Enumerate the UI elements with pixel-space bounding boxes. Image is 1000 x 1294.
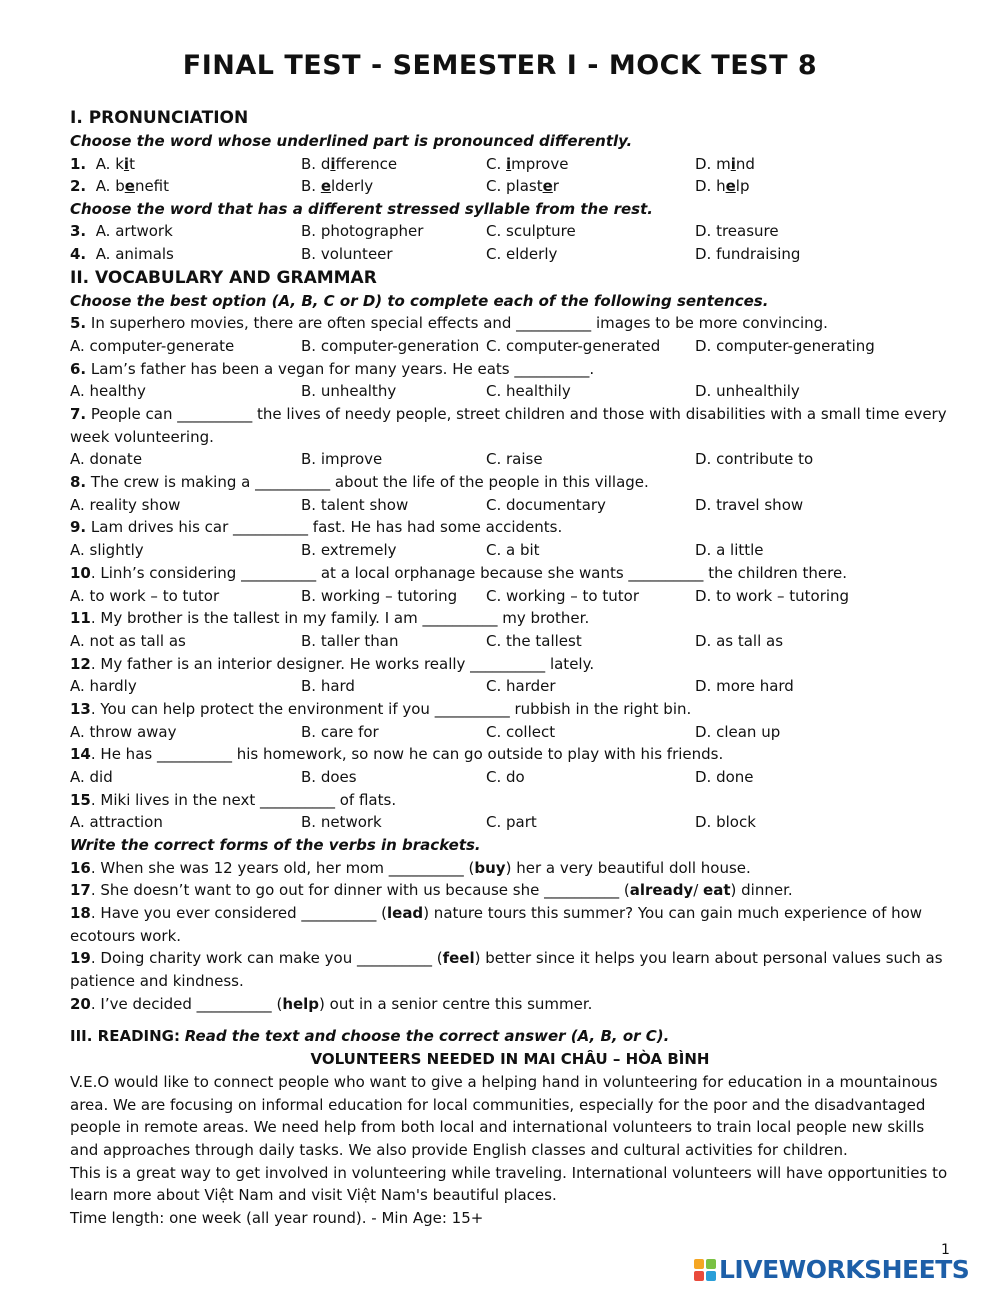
question-2: 2. A. benefit B. elderly C. plaster D. help bbox=[70, 177, 750, 196]
reading-paragraph-2: This is a great way to get involved in volunteering while traveling. International volunteers will have opportunities to learn more about Việt Nam and visit Việt Nam's beautiful places. bbox=[70, 1163, 948, 1205]
question-5: 5. In superhero movies, there are often special effects and __________ images to be more convincing. A. computer-generate B. computer-generation C. computer-generated D. computer-generating bbox=[70, 314, 875, 355]
question-10: 10. Linh’s considering __________ at a local orphanage because she wants __________ the children there. A. to work – to tutor B. working – tutoring C. working – to tutor D. to work – tutoring bbox=[70, 563, 850, 605]
question-6: 6. Lam’s father has been a vegan for many years. He eats __________. A. healthy B. unhealthy C. healthily D. unhealthily bbox=[70, 359, 800, 401]
question-20: 20. I’ve decided __________ (help) out in a senior centre this summer. bbox=[70, 994, 593, 1013]
question-13: 13. You can help protect the environment if you __________ rubbish in the right bin. A. throw away B. care for C. collect D. clean up bbox=[70, 699, 781, 741]
question-15: 15. Miki lives in the next __________ of flats. A. attraction B. network C. part D. block bbox=[70, 790, 756, 832]
question-16: 16. When she was 12 years old, her mom __________ (buy) her a very beautiful doll house. bbox=[70, 858, 751, 877]
question-18: 18. Have you ever considered __________ (lead) nature tours this summer? You can gain much experience of how ecotours work. bbox=[70, 903, 923, 945]
question-14: 14. He has __________ his homework, so now he can go outside to play with his friends. A. did B. does C. do D. done bbox=[70, 745, 754, 787]
reading-paragraph-3: Time length: one week (all year round). - Min Age: 15+ bbox=[70, 1209, 484, 1228]
section-vocabulary-heading: II. VOCABULARY AND GRAMMAR bbox=[70, 267, 377, 288]
question-17: 17. She doesn’t want to go out for dinner with us because she __________ (already/ eat) dinner. bbox=[70, 881, 793, 900]
page-number: 1 bbox=[941, 1242, 950, 1258]
page-title: FINAL TEST - SEMESTER I - MOCK TEST 8 bbox=[182, 50, 818, 81]
section-pronunciation-heading: I. PRONUNCIATION bbox=[70, 108, 249, 128]
question-4: 4. A. animals B. volunteer C. elderly D. fundraising bbox=[70, 245, 801, 264]
liveworksheets-logo: LIVEWORKSHEETS bbox=[694, 1257, 969, 1283]
logo-grid-icon bbox=[694, 1259, 716, 1281]
question-1: 1. A. kit B. difference C. improve D. mind bbox=[70, 154, 755, 173]
reading-title: VOLUNTEERS NEEDED IN MAI CHÂU – HÒA BÌNH bbox=[310, 1050, 710, 1069]
question-12: 12. My father is an interior designer. He works really __________ lately. A. hardly B. hard C. harder D. more hard bbox=[70, 654, 794, 696]
instruction-multiple-choice: Choose the best option (A, B, C or D) to complete each of the following sentences. bbox=[70, 291, 769, 310]
question-19: 19. Doing charity work can make you __________ (feel) better since it helps you learn about personal values such as patience and kindness. bbox=[70, 949, 943, 991]
question-11: 11. My brother is the tallest in my family. I am __________ my brother. A. not as tall as B. taller than C. the tallest D. as tall as bbox=[70, 609, 784, 650]
question-7: 7. People can __________ the lives of needy people, street children and those with disabilities with a small time every week volunteering. A. donate B. improve C. raise D. contribute to bbox=[70, 405, 947, 469]
instruction-stress: Choose the word that has a different stressed syllable from the rest. bbox=[70, 199, 653, 218]
worksheet bbox=[70, 0, 950, 1230]
question-8: 8. The crew is making a __________ about the life of the people in this village. A. reality show B. talent show C. documentary D. travel show bbox=[70, 473, 804, 514]
section-reading-heading: III. READING: Read the text and choose the correct answer (A, B, or C). bbox=[70, 1027, 670, 1046]
instruction-verb-forms: Write the correct forms of the verbs in brackets. bbox=[70, 836, 481, 855]
question-3: 3. A. artwork B. photographer C. sculpture D. treasure bbox=[70, 222, 779, 241]
reading-paragraph-1: V.E.O would like to connect people who want to give a helping hand in volunteering for education in a mountainous area. We are focusing on informal education for local communities, especially for the poor and the disadvantaged people in remote areas. We need help from both local and international volunteers to train local people new skills and approaches through daily tasks. We also provide English classes and cultural activities for children. bbox=[70, 1072, 938, 1159]
question-9: 9. Lam drives his car __________ fast. He has had some accidents. A. slightly B. extremely C. a bit D. a little bbox=[70, 518, 764, 560]
instruction-pronunciation: Choose the word whose underlined part is pronounced differently. bbox=[70, 132, 633, 150]
